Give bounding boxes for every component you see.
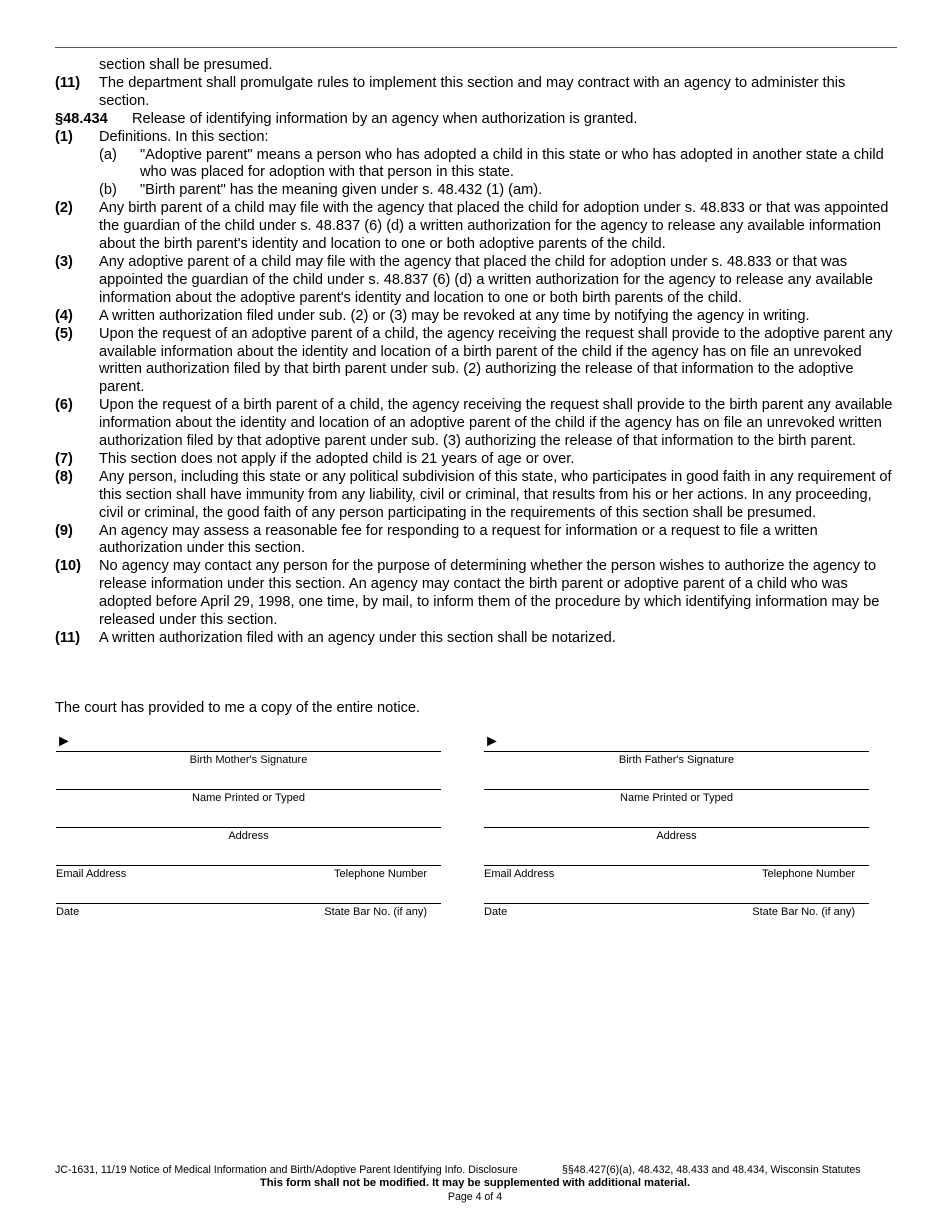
- item-1b: (b) "Birth parent" has the meaning given under s. 48.432 (1) (am).: [99, 182, 543, 199]
- father-signature-label: Birth Father's Signature: [618, 754, 735, 766]
- statute-reference: §§48.427(6)(a), 48.432, 48.433 and 48.434, Wisconsin Statutes: [562, 1164, 861, 1176]
- section-number: §48.434: [55, 110, 108, 127]
- item-4: (4) A written authorization filed under sub. (2) or (3) may be revoked at any time by notifying the agency in writing.: [55, 307, 810, 324]
- father-address-line[interactable]: Address: [484, 827, 869, 865]
- item-8: (8) Any person, including this state or any political subdivision of this state, who participates in good faith in any requirement of this section shall have immunity from any liability, civil or criminal, that results from his or her actions. In any proceeding, civil or criminal, the good faith of any person participating in the requirements of this section shall be presumed.: [55, 468, 892, 521]
- father-email-phone-line[interactable]: Email Address Telephone Number: [484, 865, 869, 903]
- mother-date-bar-line[interactable]: Date State Bar No. (if any): [56, 903, 441, 941]
- item-10: (10) No agency may contact any person for the purpose of determining whether the person wishes to authorize the agency to release information under this section. An agency may contact the birth parent or adoptive parent of a child who was adopted before April 29, 1998, one time, by mail, to inform them of the procedure by which identifying information may be released under this section.: [55, 558, 880, 629]
- modification-notice: This form shall not be modified. It may be supplemented with additional material.: [259, 1177, 691, 1189]
- item-6: (6) Upon the request of a birth parent of a child, the agency receiving the request shall provide to the birth parent any available information about the identity and location of an adoptive parent of the child if the agency has on file an unrevoked written authorization filed by that adoptive parent under sub. (3) authorizing the release of that information to the birth parent.: [55, 397, 893, 450]
- section-title: Release of identifying information by an agency when authorization is granted.: [132, 110, 638, 127]
- item-1: (1) Definitions. In this section:: [55, 128, 269, 145]
- father-name-line[interactable]: Name Printed or Typed: [484, 789, 869, 827]
- item-9: (9) An agency may assess a reasonable fee for responding to a request for information or a request to file a written authorization under this section.: [55, 522, 818, 557]
- item-11: (11) A written authorization filed with an agency under this section shall be notarized.: [55, 630, 616, 646]
- signature-arrow-icon: ►: [56, 733, 72, 750]
- statute-text: [55, 57, 897, 648]
- continuation-line: [55, 57, 897, 75]
- page-number: Page 4 of 4: [447, 1191, 503, 1203]
- page-footer: [0, 1164, 950, 1204]
- header-rule: [55, 47, 897, 48]
- form-id: JC-1631, 11/19 Notice of Medical Information and Birth/Adoptive Parent Identifying Info. Disclosure: [55, 1164, 518, 1176]
- birth-mother-signature-block: [56, 732, 441, 941]
- item-5: (5) Upon the request of an adoptive parent of a child, the agency receiving the request shall provide to the adoptive parent any available information about the identity and location of a birth parent of the child if the agency has on file an unrevoked written authorization filed by that birth parent under sub. (2) authorizing the release of that information to the adoptive parent.: [55, 325, 893, 396]
- prev-section-item-11: (11) The department shall promulgate rules to implement this section and may contract with an agency to administer this section.: [55, 74, 846, 109]
- father-signature-line[interactable]: [484, 751, 869, 789]
- court-statement: The court has provided to me a copy of the entire notice.: [55, 700, 421, 716]
- item-3: (3) Any adoptive parent of a child may file with the agency that placed the child for adoption under s. 48.833 or that was appointed the guardian of the child under s. 48.837 (6) (d) a written authorization for the agency to release any available information about the adoptive parent's identity and location to one or both birth parents of the child.: [55, 253, 873, 306]
- signature-arrow-icon: ►: [484, 733, 500, 750]
- item-2: (2) Any birth parent of a child may file with the agency that placed the child for adoption under s. 48.833 or that was appointed the guardian of the child under s. 48.837 (6) (d) a written authorization for the agency to release any available information about the birth parent's identity and location to one or both adoptive parents of the child.: [55, 200, 889, 253]
- mother-name-line[interactable]: Name Printed or Typed: [56, 789, 441, 827]
- birth-father-signature-block: [484, 732, 869, 941]
- section-heading: [55, 111, 897, 129]
- father-date-bar-line[interactable]: Date State Bar No. (if any): [484, 903, 869, 941]
- continuation-text: section shall be presumed.: [99, 57, 273, 73]
- mother-signature-line[interactable]: [56, 751, 441, 789]
- mother-address-line[interactable]: Address: [56, 827, 441, 865]
- mother-signature-label: Birth Mother's Signature: [189, 754, 308, 766]
- item-1a: (a) "Adoptive parent" means a person who has adopted a child in this state or who has adopted in another state a child who was placed for adoption with that person in this state.: [99, 146, 884, 181]
- mother-email-phone-line[interactable]: Email Address Telephone Number: [56, 865, 441, 903]
- item-7: (7) This section does not apply if the adopted child is 21 years of age or over.: [55, 450, 575, 467]
